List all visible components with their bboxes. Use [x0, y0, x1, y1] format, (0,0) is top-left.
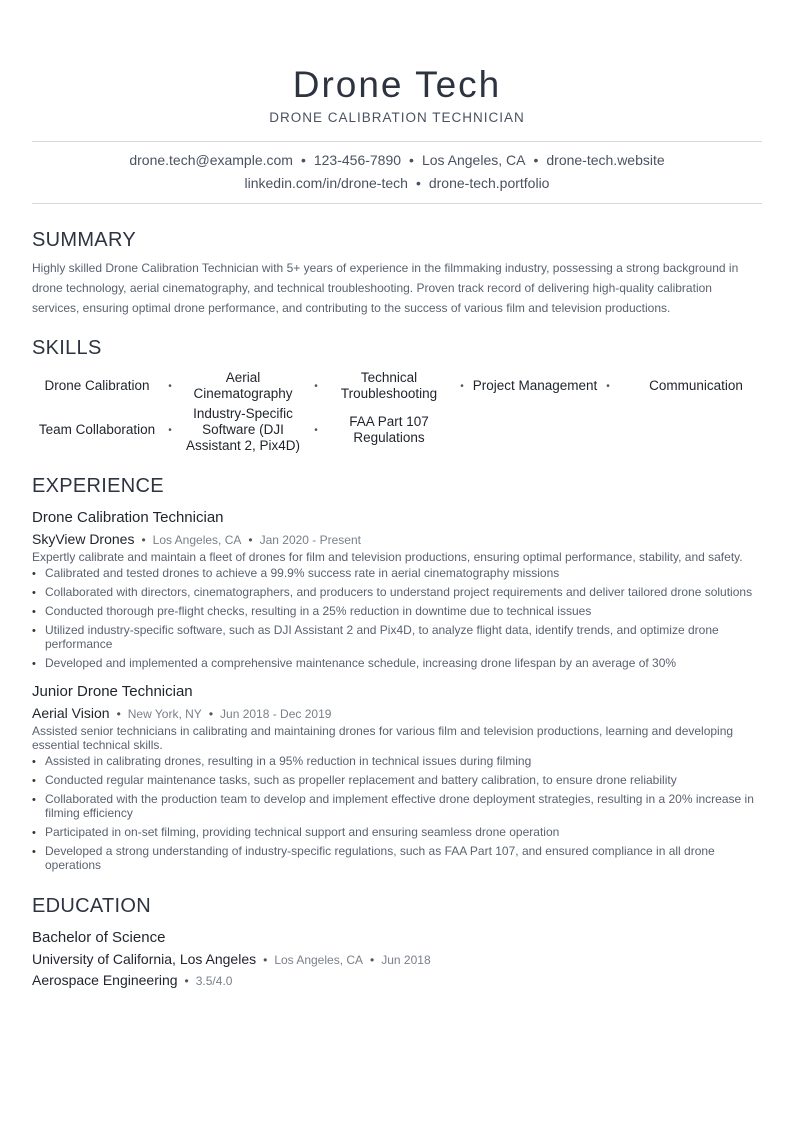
contact-linkedin[interactable]: linkedin.com/in/drone-tech [244, 175, 408, 191]
gpa: 3.5/4.0 [195, 974, 233, 988]
skill-separator: • [606, 380, 610, 392]
contact-separator: • [533, 152, 539, 168]
resume-header [32, 0, 762, 125]
skill-separator: • [168, 380, 172, 392]
school-location: Los Angeles, CA [274, 953, 364, 967]
contact-website[interactable]: drone-tech.website [546, 152, 665, 168]
company-name: Aerial Vision [32, 705, 110, 721]
skill-item: Technical Troubleshooting [340, 370, 438, 401]
skill-item: Industry-Specific Software (DJI Assistant 2, Pix4D) [185, 406, 301, 453]
job-bullet: • Developed and implemented a comprehensive maintenance schedule, increasing drone lifespan by an average of 30% [32, 656, 762, 670]
graduation-date: Jun 2018 [381, 953, 431, 967]
job-dates: Jun 2018 - Dec 2019 [220, 707, 332, 721]
contact-portfolio[interactable]: drone-tech.portfolio [428, 175, 550, 191]
skill-separator: • [314, 424, 318, 436]
job-location: New York, NY [127, 707, 202, 721]
meta-separator: • [184, 974, 189, 988]
job-bullet: • Conducted thorough pre-flight checks, resulting in a 25% reduction in downtime due to technical issues [32, 604, 762, 618]
meta-separator: • [263, 953, 268, 967]
skills-heading: SKILLS [32, 337, 102, 359]
education-heading: EDUCATION [32, 895, 151, 917]
school-name: University of California, Los Angeles [32, 951, 257, 967]
job-title: Drone Calibration Technician [32, 509, 224, 526]
job-bullets [32, 754, 762, 872]
job-entry [32, 508, 762, 670]
job-meta [32, 704, 762, 723]
job-description: Assisted senior technicians in calibrating and maintaining drones for various film and television productions, learning and developing essential technical skills. [32, 724, 734, 752]
skill-item: Team Collaboration [38, 422, 156, 437]
job-bullet: • Conducted regular maintenance tasks, such as propeller replacement and battery calibration, to ensure drone reliability [32, 773, 762, 787]
contact-separator: • [409, 152, 414, 168]
job-bullet: • Assisted in calibrating drones, resulting in a 95% reduction in technical issues during filming [32, 754, 762, 768]
field-of-study: Aerospace Engineering [32, 972, 178, 988]
skill-separator: • [314, 380, 318, 392]
contact-separator: • [415, 175, 421, 191]
experience-heading: EXPERIENCE [32, 475, 164, 497]
skill-item: Communication [649, 378, 743, 393]
job-dates: Jan 2020 - Present [259, 533, 361, 547]
skill-item: Drone Calibration [44, 378, 150, 393]
degree: Bachelor of Science [32, 929, 166, 946]
skills-grid [32, 370, 762, 454]
skill-item: FAA Part 107 Regulations [349, 414, 429, 445]
contact-email[interactable]: drone.tech@example.com [129, 152, 293, 168]
skill-separator: • [168, 424, 172, 436]
company-name: SkyView Drones [32, 531, 135, 547]
contact-info [32, 142, 762, 203]
contact-separator: • [300, 152, 306, 168]
skill-separator: • [460, 380, 464, 392]
meta-separator: • [116, 707, 121, 721]
job-bullet: • Collaborated with the production team to develop and implement effective drone deployment strategies, resulting in a 20% increase in filming efficiency [32, 792, 762, 820]
job-title: Junior Drone Technician [32, 683, 193, 700]
meta-separator: • [141, 533, 146, 547]
job-description: Expertly calibrate and maintain a fleet of drones for film and television productions, ensuring optimal performance, stability, and safety. [32, 550, 743, 564]
job-bullet: • Collaborated with directors, cinematographers, and producers to understand project requirements and deliver tailored drone solutions [32, 585, 762, 599]
job-bullet: • Participated in on-set filming, providing technical support and ensuring seamless drone operation [32, 825, 762, 839]
contact-line-1 [32, 149, 762, 172]
skill-item: Project Management [472, 378, 598, 393]
contact-phone[interactable]: 123-456-7890 [313, 152, 402, 168]
education-entry [32, 928, 762, 990]
education-field-meta [32, 971, 762, 990]
job-bullets [32, 566, 762, 670]
job-entry [32, 682, 762, 872]
job-bullet: • Developed a strong understanding of industry-specific regulations, such as FAA Part 107, and ensured compliance in all drone operations [32, 844, 762, 872]
job-meta [32, 530, 762, 549]
contact-line-2 [32, 172, 762, 195]
skill-item: Aerial Cinematography [193, 370, 293, 401]
job-bullet: • Calibrated and tested drones to achieve a 99.9% success rate in aerial cinematography missions [32, 566, 762, 580]
meta-separator: • [248, 533, 253, 547]
contact-location: Los Angeles, CA [421, 152, 526, 168]
candidate-name: Drone Tech [292, 64, 502, 105]
summary-text: Highly skilled Drone Calibration Technician with 5+ years of experience in the filmmaking industry, possessing a strong background in drone technology, aerial cinematography, and technical troubleshooting. Proven track record of delivering high-quality calibration services, ensuring optimal drone performance, and contributing to the success of various film and television productions. [32, 261, 739, 315]
education-meta [32, 950, 762, 969]
meta-separator: • [370, 953, 375, 967]
summary-heading: SUMMARY [32, 229, 136, 251]
candidate-title: DRONE CALIBRATION TECHNICIAN [269, 110, 525, 125]
header-divider-bottom [32, 203, 762, 204]
meta-separator: • [208, 707, 214, 721]
job-bullet: • Utilized industry-specific software, such as DJI Assistant 2 and Pix4D, to analyze flight data, identify trends, and optimize drone performance [32, 623, 762, 651]
job-location: Los Angeles, CA [152, 533, 242, 547]
